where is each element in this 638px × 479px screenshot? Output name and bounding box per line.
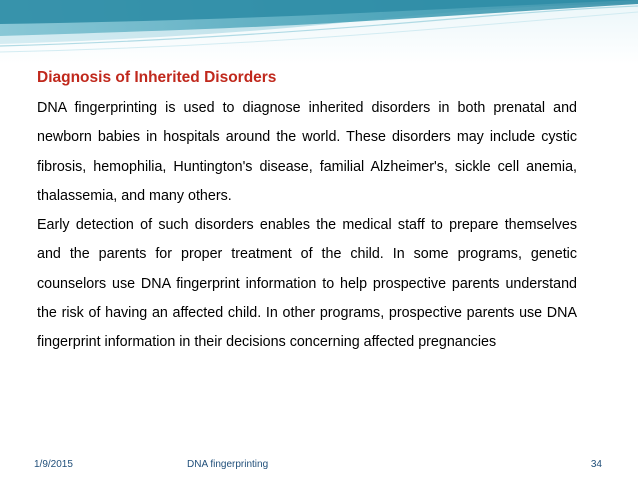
page-number: 34 [590,459,602,470]
paragraph-early-detection: Early detection of such disorders enables the medical staff to prepare themselves and the parents for proper treatment of the child. In some programs, genetic counselors use DNA fingerprint information to help prospective parents understand the risk of having an affected child. In other programs, prospective parents use DNA fingerprint information in their decisions concerning affected pregnancies [37,217,577,351]
paragraph-inherited-disorders: DNA fingerprinting is used to diagnose inherited disorders in both prenatal and newborn babies in hospitals around the world. These disorders may include cystic fibrosis, hemophilia, Huntington's disease, familial Alzheimer's, sickle cell anemia, thalassemia, and many others. [37,100,577,204]
slide-title: Diagnosis of Inherited Disorders [37,69,277,86]
decorative-wave-banner [0,0,638,64]
footer-date: 1/9/2015 [34,459,73,470]
footer-title: DNA fingerprinting [187,459,269,470]
slide-body [37,94,577,358]
